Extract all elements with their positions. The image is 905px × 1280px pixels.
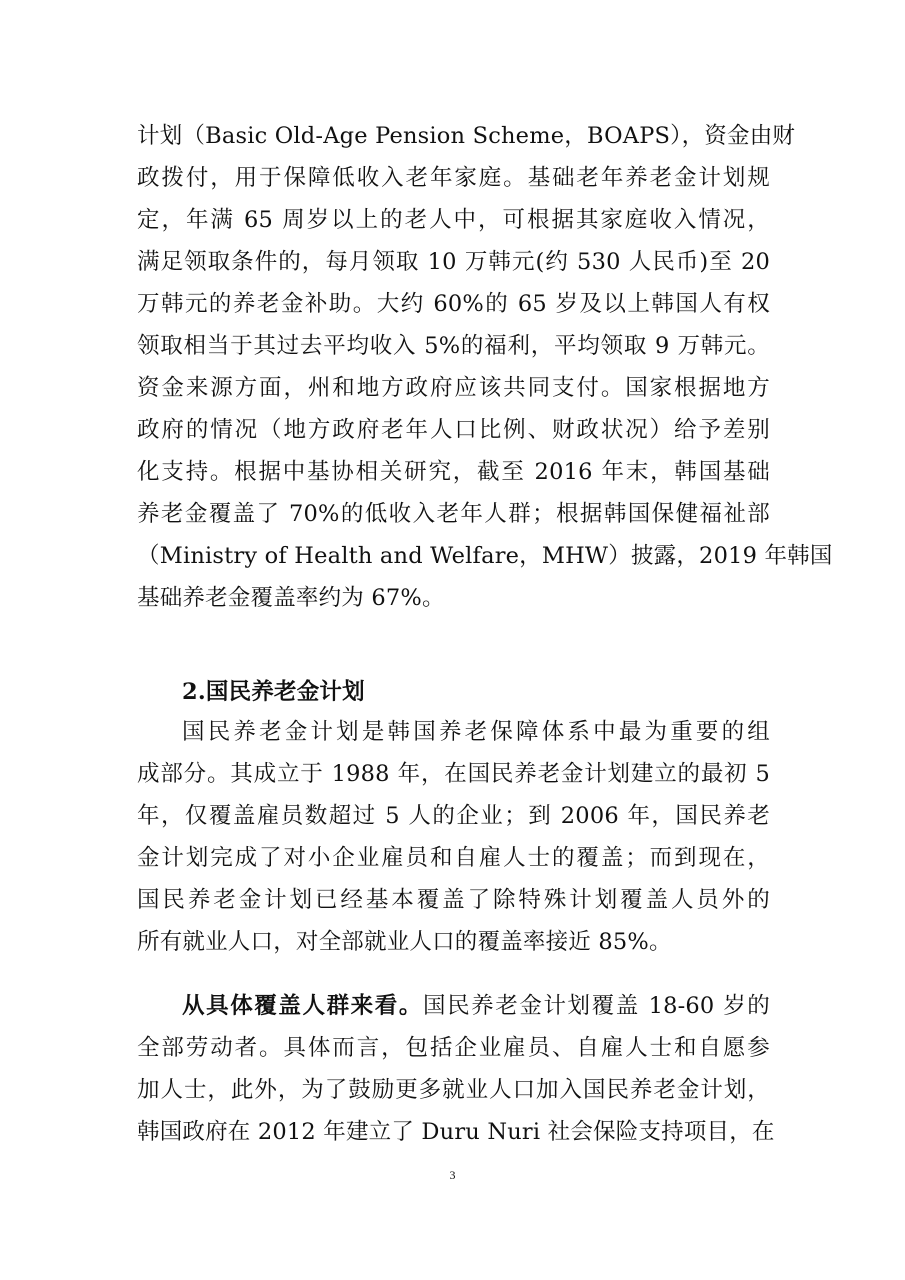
text-line: 全部劳动者。具体而言，包括企业雇员、自雇人士和自愿参 (137, 1035, 770, 1061)
text-line: 成部分。其成立于 1988 年，在国民养老金计划建立的最初 5 (137, 761, 770, 787)
lead-text: 国民养老金计划覆盖 18-60 岁的 (422, 993, 770, 1019)
text-line: 养老金覆盖了 70%的低收入老年人群；根据韩国保健福祉部 (137, 501, 770, 527)
text-line: 领取相当于其过去平均收入 5%的福利，平均领取 9 万韩元。 (137, 333, 770, 359)
text-line: 满足领取条件的，每月领取 10 万韩元(约 530 人民币)至 20 (137, 249, 770, 275)
text-line: 资金来源方面，州和地方政府应该共同支付。国家根据地方 (137, 375, 770, 401)
text-line: 万韩元的养老金补助。大约 60%的 65 岁及以上韩国人有权 (137, 291, 770, 317)
text-line: 年，仅覆盖雇员数超过 5 人的企业；到 2006 年，国民养老 (137, 803, 770, 829)
paragraph-basic-pension (137, 115, 833, 619)
text-line: 国民养老金计划是韩国养老保障体系中最为重要的组 (182, 719, 770, 745)
lead-bold-text: 从具体覆盖人群来看。 (182, 993, 423, 1019)
section-heading-text: 2.国民养老金计划 (182, 679, 365, 705)
text-line: 政拨付，用于保障低收入老年家庭。基础老年养老金计划规 (137, 165, 770, 191)
paragraph-coverage (137, 985, 775, 1153)
page-number: 3 (449, 1168, 456, 1182)
text-line: 定，年满 65 周岁以上的老人中，可根据其家庭收入情况， (137, 207, 770, 233)
text-line: 基础养老金覆盖率约为 67%。 (137, 585, 445, 611)
text-line: 所有就业人口，对全部就业人口的覆盖率接近 85%。 (137, 929, 672, 955)
text-line: （Ministry of Health and Welfare，MHW）披露，2019 年韩国 (137, 543, 833, 569)
text-line: 韩国政府在 2012 年建立了 Duru Nuri 社会保险支持项目，在 (137, 1119, 775, 1145)
text-line: 计划（Basic Old-Age Pension Scheme，BOAPS），资金由财 (137, 123, 796, 149)
text-line: 国民养老金计划已经基本覆盖了除特殊计划覆盖人员外的 (137, 887, 770, 913)
text-line: 政府的情况（地方政府老年人口比例、财政状况）给予差别 (137, 417, 770, 443)
text-line: 加人士，此外，为了鼓励更多就业人口加入国民养老金计划， (137, 1077, 770, 1103)
paragraph-national-pension (137, 711, 770, 963)
section-heading (182, 671, 815, 713)
text-line: 化支持。根据中基协相关研究，截至 2016 年末，韩国基础 (137, 459, 770, 485)
text-line (137, 985, 770, 1027)
text-line: 金计划完成了对小企业雇员和自雇人士的覆盖；而到现在， (137, 845, 770, 871)
